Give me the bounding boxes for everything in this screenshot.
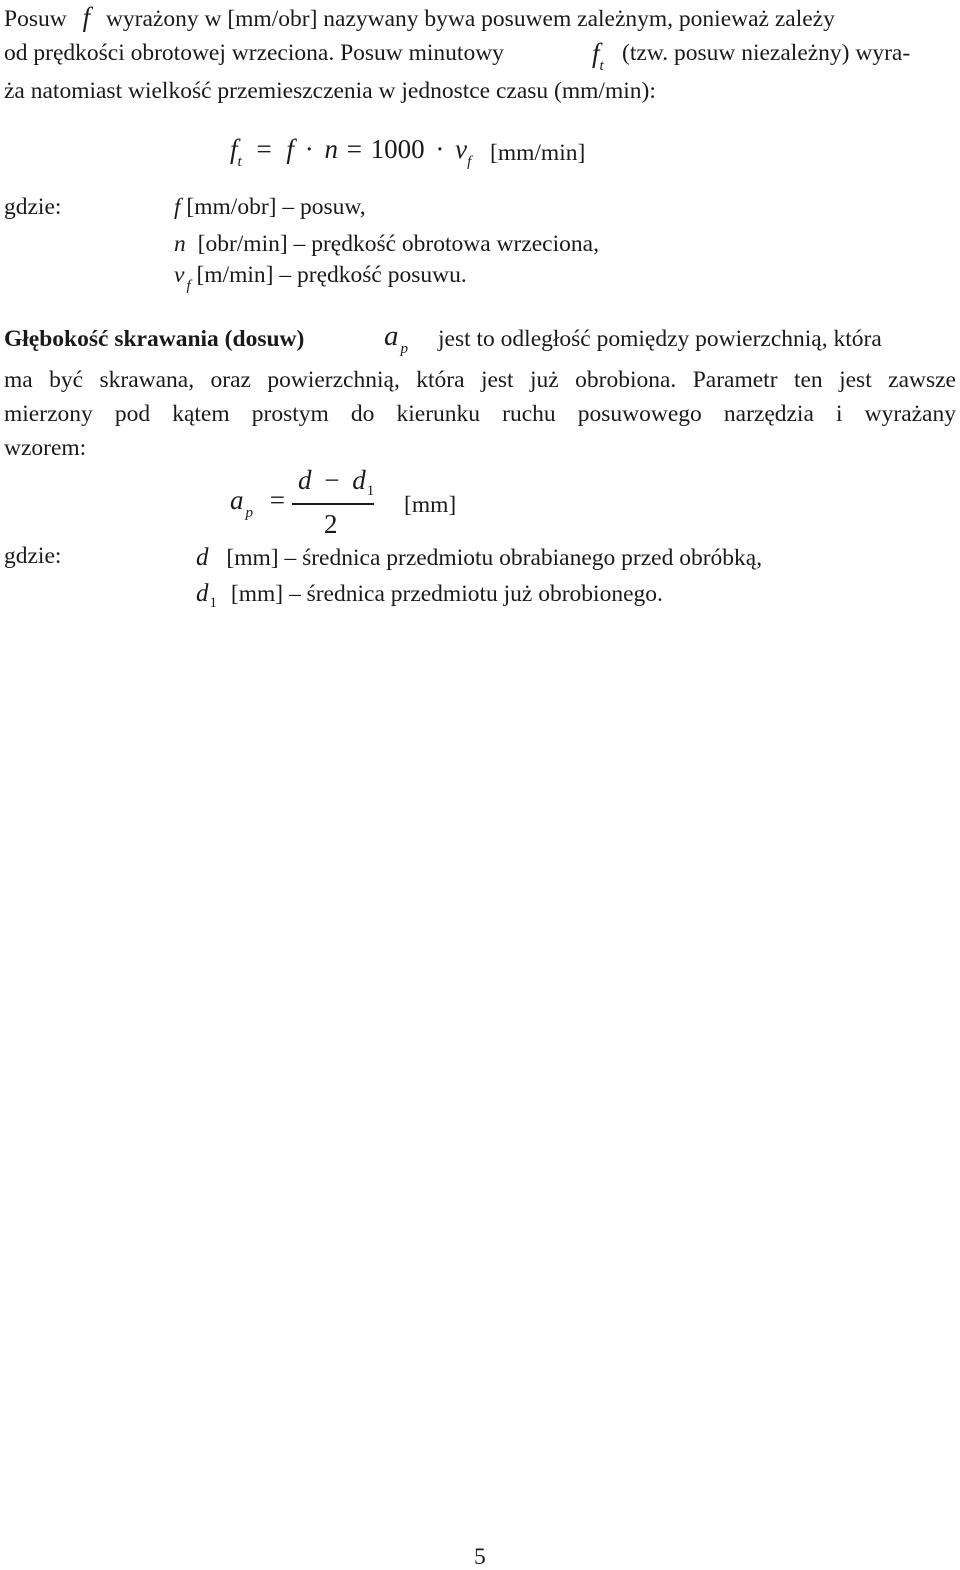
formula-depth-unit: [mm] [404, 492, 457, 518]
where1-row-n: n [obr/min] – prędkość obrotowa wrzeciona, [174, 231, 599, 257]
where2-row-d1: $d_1$ [mm] – średnica przedmiotu już obrobionego. [196, 580, 663, 611]
fraction-bar [292, 503, 374, 505]
where1-row-f: f [mm/obr] – posuw, [174, 194, 366, 220]
where1-row-vf: v $_f$ [m/min] – prędkość posuwu. [174, 262, 467, 294]
para1-line2 [4, 42, 504, 66]
where2-label: gdzie: [4, 543, 62, 569]
para1-line2-start: od prędkości obrotowej wrzeciona. Posuw minutowy [4, 40, 504, 66]
formula-feed-minute: $f_t = f \cdot n = 1000 \cdot v_f$ [230, 134, 472, 170]
para2-line4: wzorem: [4, 435, 87, 461]
symbol-ap: a $_p$ [384, 320, 408, 357]
para1-line2-end: (tzw. posuw niezależny) wyra- [622, 40, 911, 66]
fraction-denominator: 2 [324, 509, 338, 539]
fraction-numerator: $d - d_1$ [298, 465, 375, 499]
para1-line1-rest: wyrażony w [mm/obr] nazywany bywa posuwem zależnym, ponieważ zależy [105, 6, 835, 32]
symbol-f: f [82, 2, 91, 32]
para2-line2: ma być skrawana, oraz powierzchnią, która jest już obrobiona. Parametr ten jest zawsze [4, 367, 956, 393]
para1-line1-start: Posuw [4, 6, 67, 32]
symbol-ft: $f_t$ [592, 38, 604, 74]
para2-line3: mierzony pod kątem prostym do kierunku ruchu posuwowego narzędzia i wyrażany [4, 401, 956, 427]
para2-line1-rest: jest to odległość pomiędzy powierzchnią, która [438, 326, 882, 352]
where1-label: gdzie: [4, 194, 62, 220]
page-number: 5 [474, 1544, 486, 1570]
para2-heading: Głębokość skrawania (dosuw) [4, 326, 305, 352]
formula-feed-minute-unit: [mm/min] [490, 140, 586, 166]
where2-row-d: d [mm] – średnica przedmiotu obrabianego przed obróbką, [196, 544, 763, 571]
para1-line3: ża natomiast wielkość przemieszczenia w jednostce czasu (mm/min): [4, 78, 656, 104]
formula-depth-lhs: a $_p$ = [230, 485, 285, 521]
para1-line1 [4, 4, 956, 32]
